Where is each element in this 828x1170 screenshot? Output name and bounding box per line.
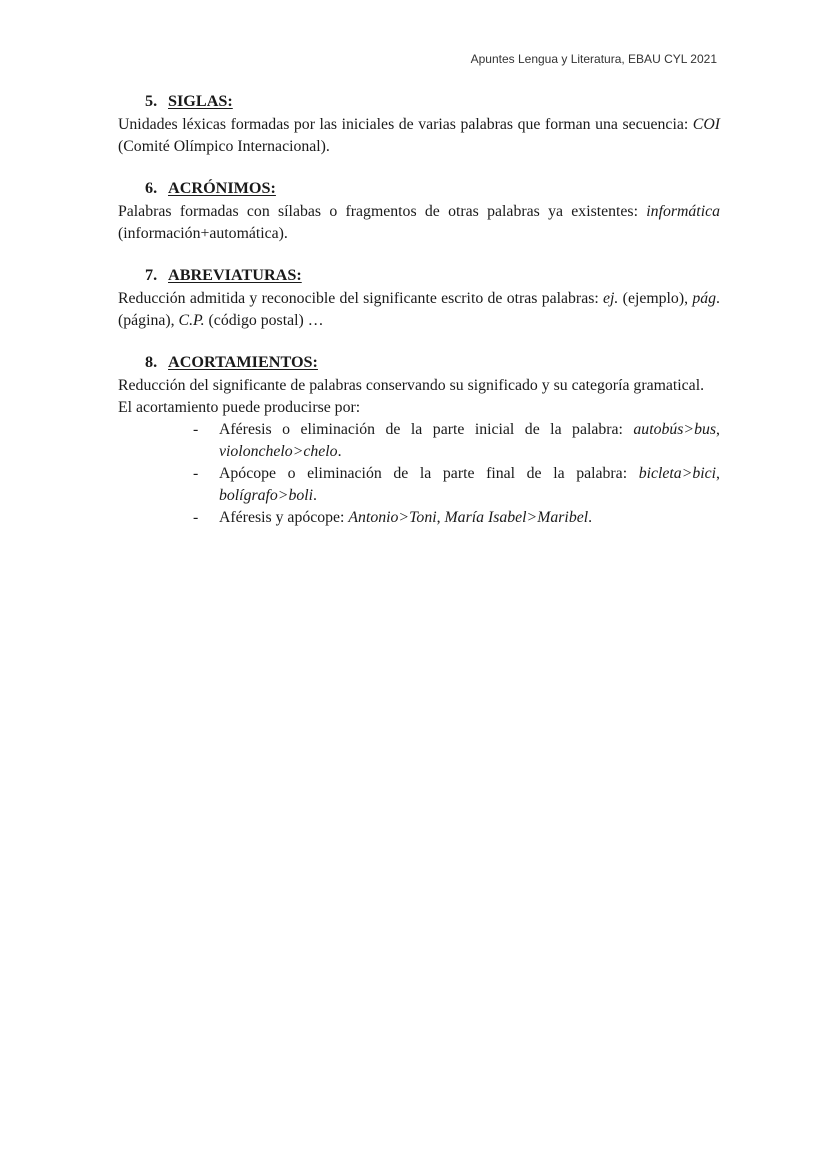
example-term: bolígrafo>boli <box>219 487 314 504</box>
example-term: Antonio>Toni <box>348 509 437 526</box>
example-term: bicleta>bici <box>638 465 717 482</box>
section-heading <box>145 351 720 373</box>
text-run: Reducción admitida y reconocible del significante escrito de otras palabras: <box>118 290 604 307</box>
section-siglas <box>118 90 720 158</box>
section-paragraph <box>118 375 720 419</box>
text-run: Palabras formadas con sílabas o fragmentos de otras palabras ya existentes: <box>118 203 647 220</box>
text-run: . (página), <box>118 290 720 329</box>
section-number: 6. <box>145 179 158 197</box>
example-term: pág <box>692 290 717 307</box>
text-run: . <box>588 509 593 526</box>
example-term: autobús>bus <box>633 421 717 438</box>
text-run: Apócope o eliminación de la parte final de la palabra: <box>219 465 639 482</box>
text-run: , <box>716 421 720 438</box>
section-paragraph <box>118 288 720 332</box>
example-term: COI <box>692 116 720 133</box>
example-term: ej. <box>603 290 619 307</box>
section-number: 5. <box>145 92 158 110</box>
dash-marker: - <box>193 465 199 482</box>
section-paragraph <box>118 201 720 245</box>
text-run: Unidades léxicas formadas por las iniciales de varias palabras que forman una secuencia: <box>118 116 693 133</box>
section-abreviaturas <box>118 264 720 332</box>
text-run: (Comité Olímpico Internacional). <box>118 138 330 155</box>
example-term: informática <box>646 203 720 220</box>
text-run: Reducción del significante de palabras conservando su significado y su categoría gramatical. El acortamiento puede producirse por: <box>118 377 705 416</box>
section-acronimos <box>118 177 720 245</box>
section-heading <box>145 264 720 286</box>
section-number: 8. <box>145 353 158 371</box>
list-item <box>193 419 720 463</box>
dash-marker: - <box>193 509 199 526</box>
example-term: violonchelo>chelo <box>219 443 338 460</box>
section-heading <box>145 90 720 112</box>
text-run: (información+automática). <box>118 225 288 242</box>
list-item <box>193 507 720 529</box>
section-title: ACRÓNIMOS: <box>168 179 276 197</box>
section-title: ACORTAMIENTOS: <box>168 353 318 371</box>
section-title: ABREVIATURAS: <box>168 266 302 284</box>
list-item <box>193 463 720 507</box>
text-run: . <box>337 443 342 460</box>
section-number: 7. <box>145 266 158 284</box>
example-term: María Isabel>Maribel <box>444 509 589 526</box>
section-paragraph <box>118 114 720 158</box>
text-run: . <box>313 487 317 504</box>
text-run: Aféresis y apócope: <box>219 509 349 526</box>
text-run: , <box>716 465 720 482</box>
page-header: Apuntes Lengua y Literatura, EBAU CYL 2021 <box>470 52 717 66</box>
document-body <box>118 90 720 548</box>
section-heading <box>145 177 720 199</box>
section-title: SIGLAS: <box>168 92 233 110</box>
bullet-list <box>118 419 720 529</box>
example-term: C.P. <box>178 312 205 329</box>
dash-marker: - <box>193 421 199 438</box>
section-acortamientos <box>118 351 720 529</box>
text-run: Aféresis o eliminación de la parte inicial de la palabra: <box>219 421 634 438</box>
text-run: , <box>436 509 445 526</box>
text-run: (código postal) … <box>204 312 324 329</box>
text-run: (ejemplo), <box>618 290 693 307</box>
